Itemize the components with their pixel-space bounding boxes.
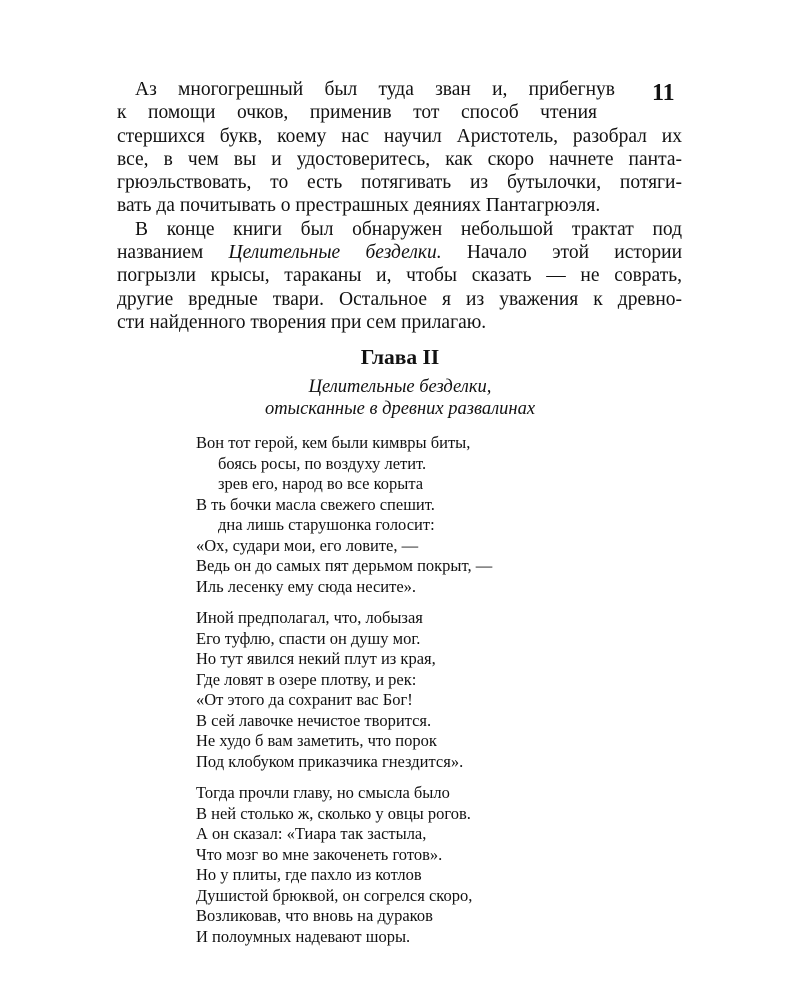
verse-line: Его туфлю, спасти он душу мог. (196, 628, 421, 648)
verse-line: И полоумных надевают шоры. (196, 926, 411, 946)
verse-line: «Ох, судари мои, его ловите, — (196, 535, 419, 555)
verse-line: Что мозг во мне закоченеть готов». (196, 844, 443, 864)
subtitle-line: отысканные в древних развалинах (264, 399, 536, 419)
stanza (196, 783, 492, 947)
verse-line: Иной предполагал, что, лобызая (196, 608, 423, 627)
stanza (196, 433, 492, 597)
verse-line: зрев его, народ во все корыта (218, 474, 424, 493)
verse-line: Душистой брюквой, он согрелся скоро, (196, 885, 473, 905)
page-number: 11 (652, 80, 675, 106)
prose-line: погрызли крысы, тараканы и, чтобы сказать — не соврать, (117, 265, 682, 287)
poem (196, 433, 492, 958)
verse-line: Иль лесенку ему сюда несите». (196, 576, 417, 596)
verse-line: В сей лавочке нечистое творится. (196, 710, 432, 730)
verse-line: «От этого да сохранит вас Бог! (196, 690, 413, 709)
verse-line: А он сказал: «Тиара так застыла, (196, 824, 427, 843)
prose-text: Начало этой истории (441, 242, 683, 264)
prose-line: другие вредные твари. Остальное я из уважения к древно- (117, 288, 682, 310)
verse-line: дна лишь старушонка голосит: (218, 515, 435, 534)
prose-line: Аз многогрешный был туда зван и, прибегнув (135, 79, 615, 100)
verse-line: Но у плиты, где пахло из котлов (196, 865, 422, 884)
prose-line: к помощи очков, применив тот способ чтения (117, 102, 597, 124)
verse-line: Ведь он до самых пят дерьмом покрыт, — (196, 556, 493, 575)
verse-line: В ть бочки масла свежего спешит. (196, 494, 435, 514)
prose-line: стершихся букв, коему нас научил Аристотель, разобрал их (117, 125, 682, 147)
chapter-subtitle (0, 376, 800, 420)
prose-text: названием (117, 242, 229, 264)
verse-line: Где ловят в озере плотву, и рек: (196, 669, 417, 689)
verse-line: Не худо б вам заметить, что порок (196, 731, 437, 750)
stanza (196, 608, 492, 772)
verse-line: Возликовав, что вновь на дураков (196, 906, 433, 925)
book-title-italic: Целительные безделки. (228, 242, 442, 264)
prose-line: В конце книги был обнаружен небольшой трактат под (135, 218, 682, 240)
prose-line: вать да почитывать о престрашных деяниях Пантагрюэля. (117, 195, 601, 217)
verse-line: Вон тот герой, кем были кимвры биты, (196, 433, 471, 452)
verse-line: Под клобуком приказчика гнездится». (196, 751, 464, 771)
verse-line: В ней столько ж, сколько у овцы рогов. (196, 803, 471, 823)
chapter-heading: Глава II (360, 345, 440, 369)
prose-line: все, в чем вы и удостоверитесь, как скоро начнете панта- (117, 148, 682, 170)
verse-line: боясь росы, по воздуху летит. (218, 453, 427, 473)
intro-prose (117, 78, 682, 334)
prose-line: грюэльствовать, то есть потягивать из бутылочки, потяги- (117, 172, 682, 194)
verse-line: Тогда прочли главу, но смысла было (196, 783, 450, 802)
subtitle-line: Целительные безделки, (308, 377, 492, 397)
prose-line (117, 241, 682, 264)
prose-line: сти найденного творения при сем прилагаю. (117, 311, 487, 333)
verse-line: Но тут явился некий плут из края, (196, 649, 436, 668)
